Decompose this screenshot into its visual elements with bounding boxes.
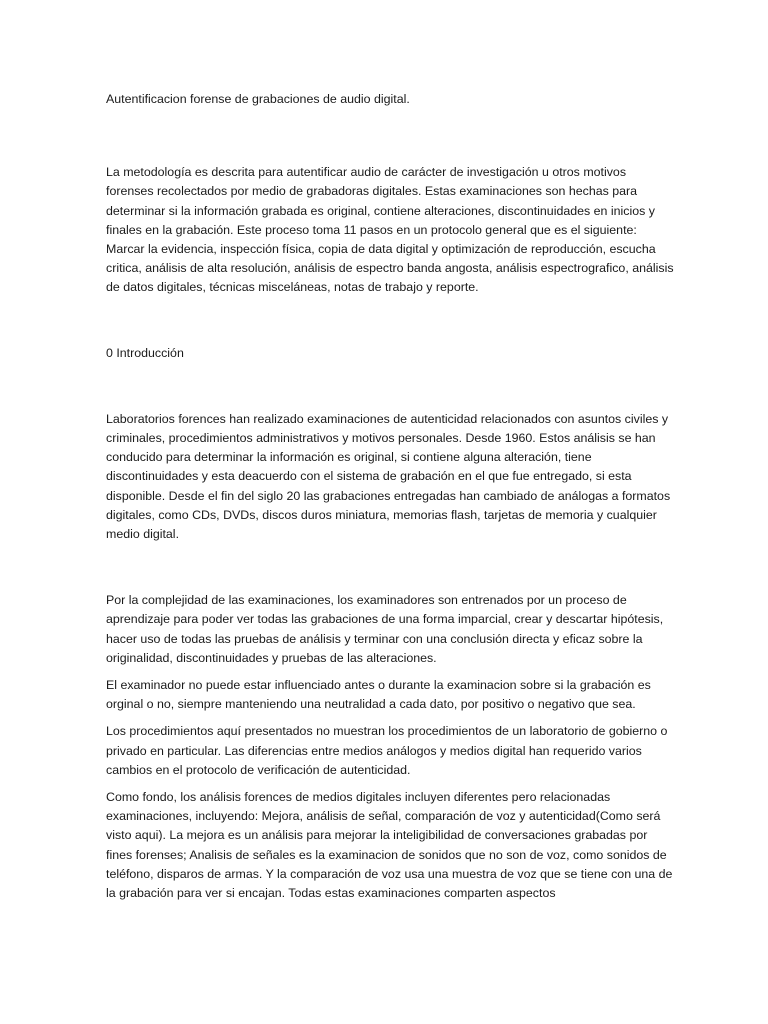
abstract-paragraph: La metodología es descrita para autentificar audio de carácter de investigación u otros motivos forenses recolectados por medio de grabadoras digitales. Estas examinaciones son hechas para determinar si la información grabada es original, contiene alteraciones, discontinuidades en inicios y finales en la grabación. Este proceso toma 11 pasos en un protocolo general que es el siguiente: Marcar la evidencia, inspección física, copia de data digital y optimización de reproducción, escucha critica, análisis de alta resolución, análisis de espectro banda angosta, análisis espectrografico, análisis de datos digitales, técnicas misceláneas, notas de trabajo y reporte. bbox=[106, 165, 674, 295]
body-paragraph: Como fondo, los análisis forences de medios digitales incluyen diferentes pero relacionadas examinaciones, incluyendo: Mejora, análisis de señal, comparación de voz y autenticidad(Como será visto aqui). La mejora es un análisis para mejorar la inteligibilidad de conversaciones grabadas por fines forenses; Analisis de señales es la examinacion de sonidos que no son de voz, como sonidos de teléfono, disparos de armas. Y la comparación de voz usa una muestra de voz que se tiene con una de la grabación para ver si encajan. Todas estas examinaciones comparten aspectos bbox=[106, 790, 673, 901]
body-paragraph: El examinador no puede estar influenciado antes o durante la examinacion sobre si la grabación es orginal o no, siempre manteniendo una neutralidad a cada dato, por positivo o negativo que sea. bbox=[106, 678, 651, 712]
section-heading: 0 Introducción bbox=[106, 345, 184, 360]
body-paragraph: Por la complejidad de las examinaciones, los examinadores son entrenados por un proceso de aprendizaje para poder ver todas las grabaciones de una forma imparcial, crear y descartar hipótesis, hacer uso de todas las pruebas de análisis y terminar con una conclusión directa y eficaz sobre la originalidad, discontinuidades y pruebas de las alteraciones. bbox=[106, 593, 664, 665]
document-page bbox=[106, 90, 676, 911]
document-title: Autentificacion forense de grabaciones de audio digital. bbox=[106, 92, 410, 106]
body-paragraph: Laboratorios forences han realizado examinaciones de autenticidad relacionados con asuntos civiles y criminales, procedimientos administrativos y motivos personales. Desde 1960. Estos análisis se han conducido para determinar la información es original, si contiene alguna alteración, tiene discontinuidades y esta deacuerdo con el sistema de grabación en el que fue entregado, si esta disponible. Desde el fin del siglo 20 las grabaciones entregadas han cambiado de análogas a formatos digitales, como CDs, DVDs, discos duros miniatura, memorias flash, tarjetas de memoria y cualquier medio digital. bbox=[106, 411, 671, 542]
body-paragraph: Los procedimientos aquí presentados no muestran los procedimientos de un laboratorio de gobierno o privado en particular. Las diferencias entre medios análogos y medios digital han requerido varios cambios en el protocolo de verificación de autenticidad. bbox=[106, 724, 668, 777]
